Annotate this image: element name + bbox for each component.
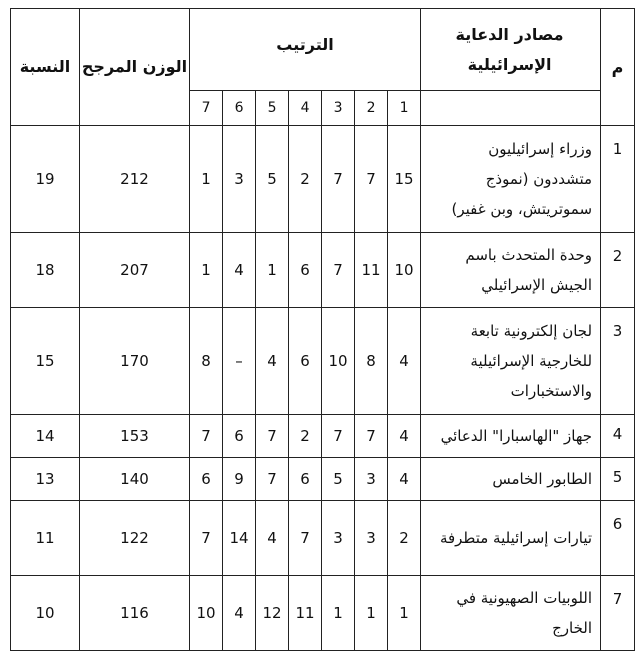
rank-cell: 6	[289, 308, 322, 415]
header-weighted: الوزن المرجح	[80, 9, 190, 126]
rank-cell: 3	[322, 501, 355, 576]
table-row	[11, 308, 635, 415]
rank-cell: 7	[190, 501, 223, 576]
rank-cell: 7	[355, 415, 388, 458]
rank-cell: 1	[190, 126, 223, 233]
rank-cell: 7	[322, 126, 355, 233]
table-row	[11, 126, 635, 233]
header-row	[11, 9, 635, 91]
header-ratio: النسبة	[11, 9, 80, 126]
rank-col-1: 1	[388, 91, 421, 126]
rank-cell: 3	[355, 501, 388, 576]
row-number: 7	[601, 576, 635, 651]
rank-cell: 15	[388, 126, 421, 233]
rank-cell: 3	[223, 126, 256, 233]
row-number: 6	[601, 501, 635, 576]
rank-cell: –	[223, 308, 256, 415]
header-ranking: الترتيب	[190, 9, 421, 91]
source-cell: الطابور الخامس	[421, 458, 601, 501]
rank-cell: 1	[190, 233, 223, 308]
rank-cell: 1	[388, 576, 421, 651]
rank-cell: 12	[256, 576, 289, 651]
rank-cell: 7	[355, 126, 388, 233]
rank-col-6: 6	[223, 91, 256, 126]
table-row	[11, 415, 635, 458]
rank-cell: 7	[256, 458, 289, 501]
rank-cell: 7	[190, 415, 223, 458]
weight-cell: 140	[80, 458, 190, 501]
rank-cell: 4	[388, 415, 421, 458]
weight-cell: 170	[80, 308, 190, 415]
row-number: 3	[601, 308, 635, 415]
rank-cell: 10	[190, 576, 223, 651]
table-row	[11, 576, 635, 651]
header-sources-blank	[421, 91, 601, 126]
rank-cell: 6	[289, 233, 322, 308]
source-cell: لجان إلكترونية تابعة للخارجية الإسرائيلية والاستخبارات	[421, 308, 601, 415]
weight-cell: 212	[80, 126, 190, 233]
source-cell: تيارات إسرائيلية متطرفة	[421, 501, 601, 576]
rank-col-4: 4	[289, 91, 322, 126]
table-row	[11, 458, 635, 501]
ratio-cell: 10	[11, 576, 80, 651]
rank-cell: 5	[256, 126, 289, 233]
rank-cell: 8	[190, 308, 223, 415]
rank-cell: 4	[388, 308, 421, 415]
source-cell: وزراء إسرائيليون متشددون (نموذج سموتريتش، وبن غفير)	[421, 126, 601, 233]
row-number: 4	[601, 415, 635, 458]
rank-col-3: 3	[322, 91, 355, 126]
rank-cell: 11	[355, 233, 388, 308]
rank-cell: 3	[355, 458, 388, 501]
rank-col-5: 5	[256, 91, 289, 126]
ratio-cell: 15	[11, 308, 80, 415]
rank-cell: 6	[190, 458, 223, 501]
rank-cell: 4	[388, 458, 421, 501]
ratio-cell: 11	[11, 501, 80, 576]
source-cell: اللوبيات الصهيونية في الخارج	[421, 576, 601, 651]
rank-cell: 7	[322, 415, 355, 458]
rank-cell: 4	[256, 308, 289, 415]
rank-cell: 2	[388, 501, 421, 576]
rank-cell: 4	[223, 233, 256, 308]
rank-cell: 5	[322, 458, 355, 501]
rank-cell: 11	[289, 576, 322, 651]
propaganda-sources-table	[10, 8, 635, 651]
row-number: 5	[601, 458, 635, 501]
rank-cell: 6	[289, 458, 322, 501]
source-cell: وحدة المتحدث باسم الجيش الإسرائيلي	[421, 233, 601, 308]
rank-cell: 2	[289, 126, 322, 233]
rank-cell: 14	[223, 501, 256, 576]
rank-cell: 10	[322, 308, 355, 415]
ratio-cell: 14	[11, 415, 80, 458]
rank-cell: 7	[289, 501, 322, 576]
rank-cell: 2	[289, 415, 322, 458]
table-row	[11, 233, 635, 308]
rank-cell: 1	[322, 576, 355, 651]
ratio-cell: 13	[11, 458, 80, 501]
row-number: 1	[601, 126, 635, 233]
source-cell: جهاز "الهاسبارا" الدعائي	[421, 415, 601, 458]
rank-cell: 7	[322, 233, 355, 308]
rank-col-7: 7	[190, 91, 223, 126]
row-number: 2	[601, 233, 635, 308]
ratio-cell: 19	[11, 126, 80, 233]
weight-cell: 207	[80, 233, 190, 308]
weight-cell: 122	[80, 501, 190, 576]
weight-cell: 153	[80, 415, 190, 458]
ratio-cell: 18	[11, 233, 80, 308]
rank-cell: 6	[223, 415, 256, 458]
rank-col-2: 2	[355, 91, 388, 126]
weight-cell: 116	[80, 576, 190, 651]
rank-cell: 7	[256, 415, 289, 458]
header-m: م	[601, 9, 635, 126]
rank-cell: 8	[355, 308, 388, 415]
rank-cell: 4	[256, 501, 289, 576]
rank-cell: 4	[223, 576, 256, 651]
rank-cell: 10	[388, 233, 421, 308]
table-row	[11, 501, 635, 576]
rank-cell: 9	[223, 458, 256, 501]
header-sources: مصادر الدعاية الإسرائيلية	[421, 9, 601, 91]
rank-cell: 1	[256, 233, 289, 308]
rank-cell: 1	[355, 576, 388, 651]
